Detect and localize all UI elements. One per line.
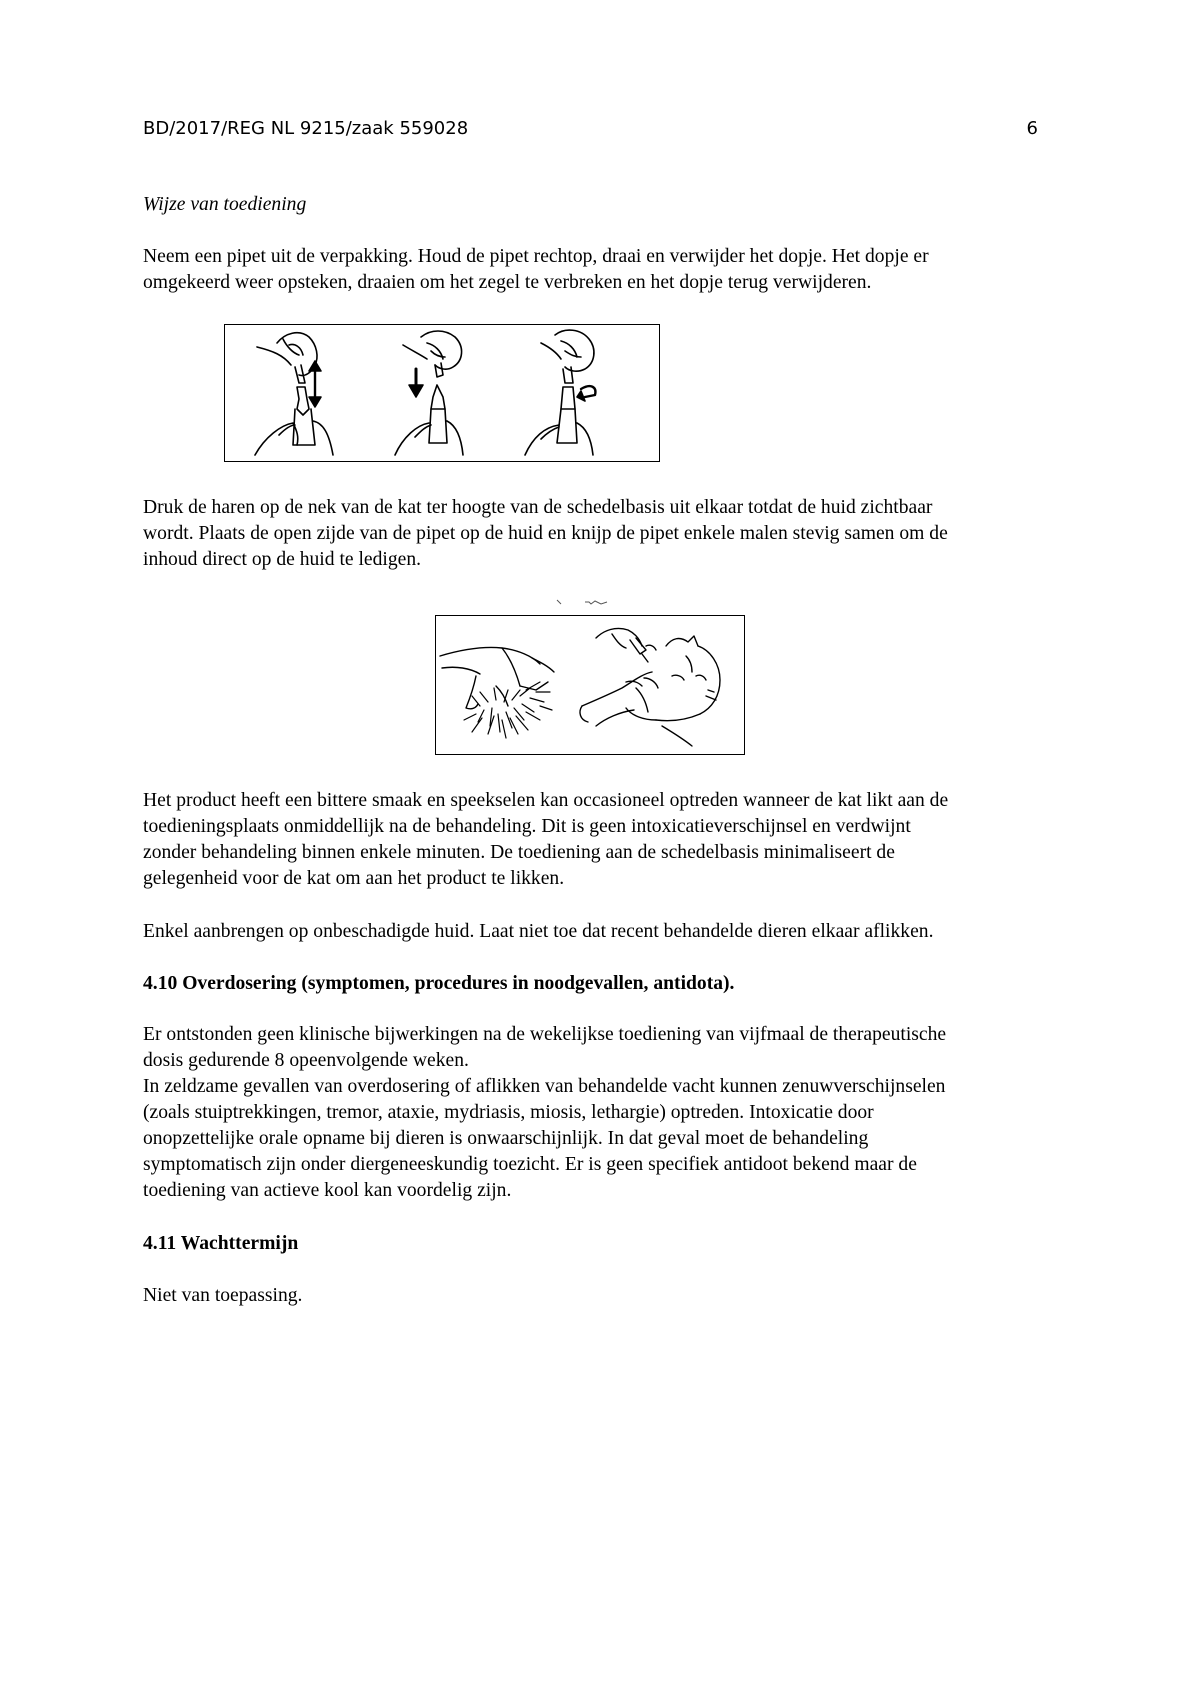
text-line: Er ontstonden geen klinische bijwerkingen na de wekelijkse toediening van vijfmaal de therapeutische [143, 1024, 947, 1045]
cat-application-figure [435, 615, 745, 755]
step-2-drawing [395, 331, 463, 455]
text-line: inhoud direct op de huid te ledigen. [143, 549, 422, 570]
cat-neck-application-icon [436, 616, 744, 754]
pipette-steps-figure [224, 324, 660, 462]
text-line: toedieningsplaats onmiddellijk na de behandeling. Dit is geen intoxicatieverschijnsel en verdwijnt [143, 816, 911, 837]
text-line: In zeldzame gevallen van overdosering of aflikken van behandelde vacht kunnen zenuwverschijnselen [143, 1076, 946, 1097]
text-line: onopzettelijke orale opname bij dieren is onwaarschijnlijk. In dat geval moet de behandeling [143, 1128, 869, 1149]
document-reference: BD/2017/REG NL 9215/zaak 559028 [143, 118, 469, 139]
paragraph-intact-skin: Enkel aanbrengen op onbeschadigde huid. Laat niet toe dat recent behandelde dieren elkaar aflikken. [143, 921, 934, 942]
paragraph-pipette-opening [143, 244, 1063, 296]
paragraph-overdose [143, 1022, 1063, 1204]
paragraph-bitter-taste [143, 788, 1063, 892]
step-3-drawing [525, 330, 595, 455]
text-line: (zoals stuiptrekkingen, tremor, ataxie, mydriasis, miosis, lethargie) optreden. Intoxicatie door [143, 1102, 874, 1123]
text-line: zonder behandeling binnen enkele minuten. De toediening aan de schedelbasis minimaliseert de [143, 842, 895, 863]
parting-fur-drawing [440, 647, 554, 738]
paragraph-application [143, 495, 1063, 573]
text-line: symptomatisch zijn onder diergeneeskundig toezicht. Er is geen specifiek antidoot bekend maar de [143, 1154, 917, 1175]
section-heading-withdrawal: 4.11 Wachttermijn [143, 1233, 299, 1254]
page-header [143, 118, 1038, 146]
page-number: 6 [1026, 118, 1038, 139]
step-1-drawing [255, 333, 333, 455]
text-line: dosis gedurende 8 opeenvolgende weken. [143, 1050, 469, 1071]
text-line: omgekeerd weer opsteken, draaien om het zegel te verbreken en het dopje terug verwijderen. [143, 272, 872, 293]
pipette-opening-steps-icon [225, 325, 659, 461]
text-line: Het product heeft een bittere smaak en speekselen kan occasioneel optreden wanneer de kat likt aan de [143, 790, 949, 811]
subsection-title: Wijze van toediening [143, 194, 307, 215]
pipette-on-cat-drawing [580, 628, 720, 746]
paragraph-withdrawal: Niet van toepassing. [143, 1285, 303, 1306]
scan-artefact [555, 598, 611, 608]
text-line: wordt. Plaats de open zijde van de pipet op de huid en knijp de pipet enkele malen stevig samen om de [143, 523, 948, 544]
section-heading-overdose: 4.10 Overdosering (symptomen, procedures in noodgevallen, antidota). [143, 973, 735, 994]
text-line: Druk de haren op de nek van de kat ter hoogte van de schedelbasis uit elkaar totdat de huid zichtbaar [143, 497, 933, 518]
text-line: Neem een pipet uit de verpakking. Houd de pipet rechtop, draai en verwijder het dopje. Het dopje er [143, 246, 929, 267]
text-line: gelegenheid voor de kat om aan het product te likken. [143, 868, 565, 889]
text-line: toediening van actieve kool kan voordelig zijn. [143, 1180, 512, 1201]
